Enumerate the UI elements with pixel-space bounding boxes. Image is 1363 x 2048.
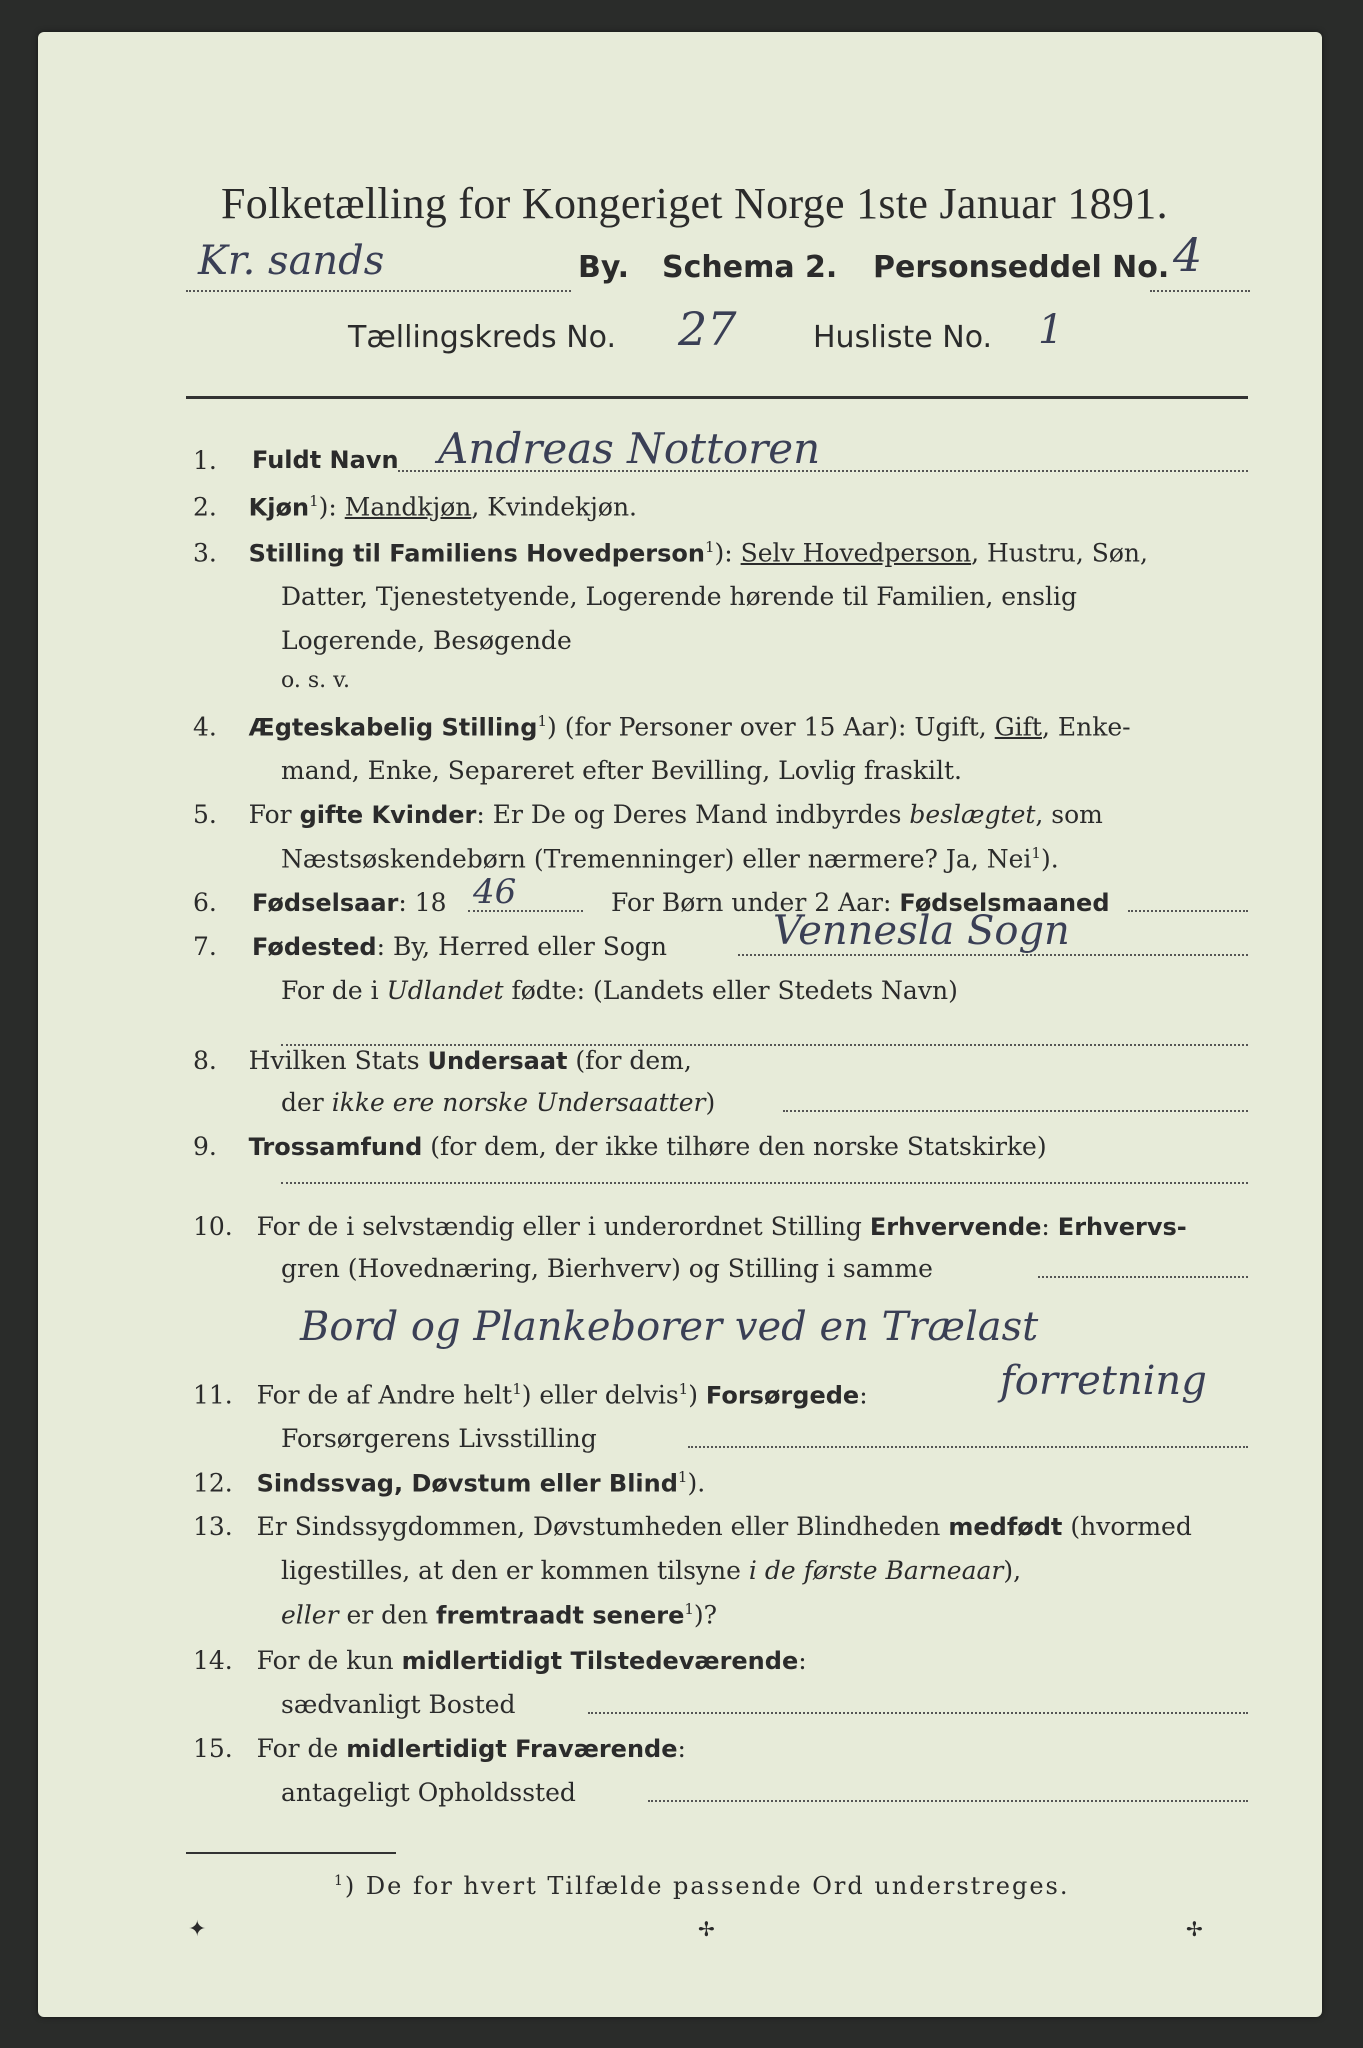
q14-number: 14. [193,1646,233,1675]
q3-line3: Logerende, Besøgende [281,626,572,655]
q2-option-kvindekjon: , Kvindekjøn. [471,492,637,522]
q11-row [193,1380,868,1409]
q13-rest: (hvormed [1062,1512,1192,1541]
q9-text: (for dem, der ikke tilhøre den norske Statskirke) [422,1132,1047,1161]
q11-colon: : [859,1380,868,1410]
q3-footnote-mark: 1 [704,538,715,556]
by-label: By. [578,250,630,285]
footnote-mark: 1 [334,1873,345,1889]
personseddel-dotline [1150,290,1250,292]
q12-number: 12. [193,1468,233,1498]
q6-row [252,888,447,917]
q11-dotline [688,1446,1248,1448]
q11-footnote-mark-1: 1 [512,1380,522,1398]
q15-colon: : [677,1734,686,1763]
q10-dotline [1038,1276,1248,1278]
city-handwritten: Kr. sands [198,238,385,284]
q4-row [193,712,1131,741]
q1-name-handwritten: Andreas Nottoren [438,424,821,473]
q5-line2: Næstsøskendebørn (Tremenninger) eller nærmere? Ja, Nei [281,844,1032,874]
q10-row [193,1212,1187,1241]
q4-option-gift: Gift [994,712,1042,742]
q6-year-handwritten: 46 [473,872,517,912]
q5-number: 5. [193,800,217,829]
q3-colon: ): [714,538,741,568]
q10-occupation-handwritten: Bord og Plankeborer ved en Trælast [300,1304,1039,1350]
q13-number: 13. [193,1512,233,1541]
q6-month-dotline [1128,910,1248,912]
q2-footnote-mark: 1 [309,492,319,510]
q12-row [193,1468,705,1497]
q13-footnote-mark: 1 [684,1600,694,1618]
q1-dotline [398,470,1248,472]
q4-footnote-mark: 1 [537,712,547,730]
q5-end: ). [1040,844,1059,874]
q6-number: 6. [193,888,217,917]
q11-line2: Forsørgerens Livsstilling [281,1424,597,1453]
q13-line2-row [281,1556,1021,1585]
q3-line1-rest: , Hustru, Søn, [971,538,1148,568]
q8-number: 8. [193,1046,217,1075]
q7-label: Fødested [252,933,377,961]
footnote-rule [186,1852,396,1854]
q8-row [193,1046,692,1075]
q10-occupation-handwritten-2: forretning [1000,1358,1207,1404]
q7-line2-b: fødte: (Landets eller Stedets Navn) [503,976,958,1005]
q1-label: Fuldt Navn [252,446,399,474]
q11-footnote-mark-2: 1 [678,1380,689,1398]
footnote-text: ) De for hvert Tilfælde passende Ord understreges. [344,1872,1070,1900]
q11-mid: ) eller delvis [521,1380,679,1410]
corner-mark-left: ✦ [188,1917,207,1942]
husliste-label: Husliste No. [813,320,993,355]
q15-label: midlertidigt Fraværende [346,1735,678,1763]
q13-line2-italic: i de første Barneaar [748,1556,1004,1585]
q3-row [193,538,1148,567]
kreds-label: Tællingskreds No. [348,320,616,355]
q5-pre: For [248,800,300,829]
q2-row [193,492,637,521]
q7-row [252,932,667,961]
form-title: Folketælling for Kongeriget Norge 1ste Januar 1891. [221,179,1168,228]
q5-rest: , som [1035,800,1103,829]
q10-label: Erhvervende [869,1213,1042,1241]
q4-line2: mand, Enke, Separeret efter Bevilling, Lovlig fraskilt. [281,756,962,785]
q7-number: 7. [193,932,217,961]
q10-number: 10. [193,1212,233,1241]
q13-line2-a: ligestilles, at den er kommen tilsyne [281,1556,749,1585]
q7-dotline [738,954,1248,956]
q13-row [193,1512,1192,1541]
corner-mark-right: ✢ [1186,1917,1203,1941]
q14-colon: : [798,1646,807,1675]
q7-line2-italic: Udlandet [386,976,504,1005]
q3-label: Stilling til Familiens Hovedperson [248,539,705,568]
schema-label: Schema 2. [662,250,838,285]
q9-label: Trossamfund [248,1133,423,1161]
q10-colon: : [1041,1212,1058,1241]
q5-text: : Er De og Deres Mand indbyrdes [476,800,910,829]
q7-text: : By, Herred eller Sogn [376,932,668,961]
q8-line2-b: ) [705,1088,716,1117]
personseddel-label: Personseddel No. [873,250,1170,285]
q13-end: )? [693,1600,718,1630]
q6-text: : 18 [398,888,447,917]
q8-line2-italic: ikke ere norske Undersaatter [331,1088,706,1117]
q3-line2: Datter, Tjenestetyende, Logerende hørende til Familien, enslig [281,582,1078,611]
q13-line3-label: fremtraadt senere [436,1601,685,1630]
q14-dotline [588,1712,1248,1714]
q13-line2-b: ), [1003,1556,1022,1585]
q7-line2-row [281,976,958,1005]
q15-row [193,1734,686,1763]
q7-line2-a: For de i [281,976,387,1005]
q15-line2: antageligt Opholdssted [281,1778,576,1807]
husliste-number: 1 [1038,307,1064,353]
q6-rest: For Børn under 2 Aar: [611,888,900,917]
q14-row [193,1646,807,1675]
q5-italic: beslægtet [909,800,1036,829]
q6-label: Fødselsaar [252,889,399,917]
q13-line3-italic: eller [281,1600,339,1630]
q2-colon: ): [318,492,345,522]
q5-row [193,800,1103,829]
q11-number: 11. [193,1380,233,1410]
q13-line3-a: er den [338,1600,437,1630]
city-dotline [186,290,571,292]
q12-footnote-mark: 1 [677,1468,688,1486]
q4-text: ) (for Personer over 15 Aar): Ugift, [547,712,995,742]
q8-label: Undersaat [427,1047,568,1075]
q10-label2: Erhvervs- [1057,1213,1187,1241]
personseddel-number: 4 [1173,228,1203,282]
q5-line2-row [281,844,1059,873]
q14-text: For de kun [256,1646,402,1675]
q4-rest: , Enke- [1041,712,1131,742]
q4-number: 4. [193,712,217,742]
q1-number: 1. [193,446,217,475]
q4-label: Ægteskabelig Stilling [248,713,538,742]
q8-line2-a: der [281,1088,332,1117]
q6-label2: Fødselsmaaned [899,889,1110,917]
corner-mark-center: ✢ [698,1917,715,1941]
q9-row [193,1132,1047,1161]
q8-dotline [783,1110,1248,1112]
q13-label: medfødt [948,1513,1063,1541]
footnote [334,1872,1069,1900]
q5-footnote-mark: 1 [1031,844,1041,862]
q15-text: For de [256,1734,347,1763]
q14-label: midlertidigt Tilstedeværende [401,1647,799,1675]
q2-label: Kjøn [248,493,310,522]
kreds-number: 27 [678,302,737,356]
q3-number: 3. [193,538,217,568]
q14-line2: sædvanligt Bosted [281,1690,516,1719]
q11-end: ) [688,1380,706,1410]
q10-text: For de i selvstændig eller i underordnet Stilling [256,1212,870,1241]
q2-number: 2. [193,492,217,522]
q11-text: For de af Andre helt [256,1380,513,1410]
q12-label: Sindssvag, Døvstum eller Blind [256,1469,678,1498]
q3-option-selv: Selv Hovedperson [740,538,972,568]
q2-option-mandkjon: Mandkjøn [344,492,472,522]
q11-label: Forsørgede [705,1381,860,1410]
q9-number: 9. [193,1132,217,1161]
q8-line2-row [281,1088,715,1117]
q15-number: 15. [193,1734,233,1763]
q12-end: ). [687,1468,706,1498]
header-rule [186,396,1248,399]
q13-line3-row [281,1600,717,1629]
q6-year-dotline [468,910,583,912]
q7-birthplace-handwritten: Vennesla Sogn [773,908,1070,954]
q9-dotline [281,1182,1248,1184]
q10-line2: gren (Hovednæring, Bierhverv) og Stilling i samme [281,1254,933,1283]
q5-label: gifte Kvinder [299,801,477,829]
census-form-sheet [38,32,1322,2017]
q8-text: Hvilken Stats [248,1046,428,1075]
q3-line4: o. s. v. [281,668,350,693]
q8-rest: (for dem, [567,1046,692,1075]
q15-dotline [648,1800,1248,1802]
q13-text: Er Sindssygdommen, Døvstumheden eller Blindheden [256,1512,949,1541]
